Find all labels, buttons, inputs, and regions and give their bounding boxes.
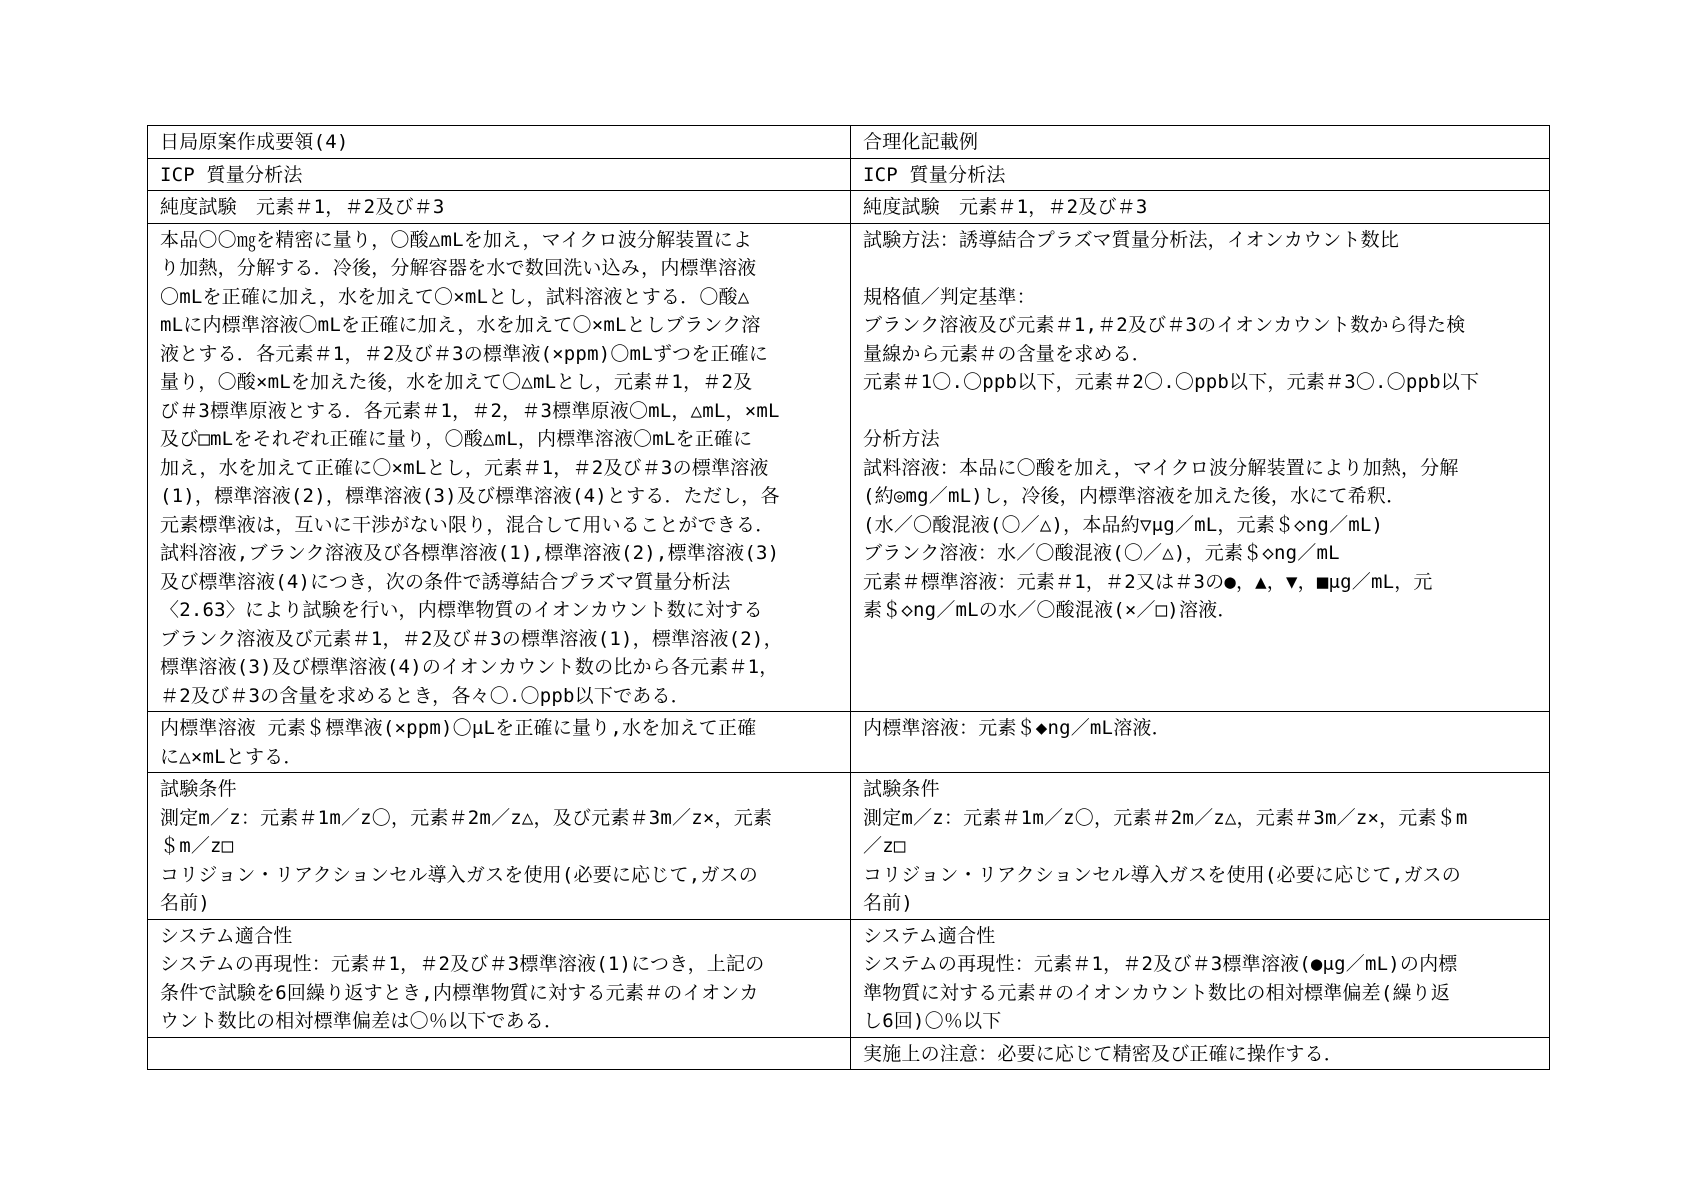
text-line: コリジョン・リアクションセル導入ガスを使用(必要に応じて,ガスの: [863, 863, 1461, 886]
text-line: (1)，標準溶液(2)，標準溶液(3)及び標準溶液(4)とする．ただし，各: [160, 485, 780, 507]
comparison-table: [147, 125, 1550, 1070]
cell-left: [148, 191, 851, 224]
cell-left-empty: [148, 1037, 851, 1070]
text-line: ／z□: [863, 835, 906, 857]
text-line: し6回)〇％以下: [863, 1010, 1002, 1032]
table-header-row: [148, 126, 1550, 159]
text-line: コリジョン・リアクションセル導入ガスを使用(必要に応じて,ガスの: [160, 863, 758, 886]
blank-line: [160, 1040, 838, 1069]
text-line: り加熱，分解する．冷後，分解容器を水で数回洗い込み，内標準溶液: [160, 257, 757, 279]
row-test-conditions: [148, 773, 1550, 920]
text-line: 準物質に対する元素＃のイオンカウント数比の相対標準偏差(繰り返: [863, 981, 1451, 1004]
text-line: 量り，〇酸×mLを加えた後，水を加えて〇△mLとし，元素＃1，＃2及: [160, 371, 753, 393]
section-heading: 試験条件: [863, 778, 940, 800]
cell-left: [148, 919, 851, 1037]
text-line: 加え，水を加えて正確に〇×mLとし，元素＃1，＃2及び＃3の標準溶液: [160, 456, 769, 479]
text-line: 純度試験 元素＃1，＃2及び＃3: [863, 196, 1148, 218]
cell-right: [851, 1037, 1550, 1070]
text-line: ブランク溶液：水／〇酸混液(〇／△)，元素＄◇ng／mL: [863, 542, 1340, 564]
text-line: 名前): [863, 892, 914, 914]
text-line: 元素＃標準溶液：元素＃1，＃2又は＃3の●，▲，▼，■μg／mL，元: [863, 570, 1433, 593]
text-line: 規格値／判定基準：: [863, 285, 1036, 308]
text-line: 〇mLを正確に加え，水を加えて〇×mLとし，試料溶液とする．〇酸△: [160, 285, 750, 308]
section-heading: システム適合性: [863, 924, 996, 947]
text-line: 条件で試験を6回繰り返すとき,内標準物質に対する元素＃のイオンカ: [160, 981, 759, 1004]
row-notes: [148, 1037, 1550, 1070]
text-line: ICP 質量分析法: [863, 163, 1006, 186]
text-line: 量線から元素＃の含量を求める．: [863, 342, 1152, 365]
cell-right: [851, 919, 1550, 1037]
text-line: 〈2.63〉により試験を行い，内標準物質のイオンカウント数に対する: [160, 599, 763, 621]
text-line: ＄m／z□: [160, 835, 234, 857]
section-heading: 試験条件: [160, 778, 237, 800]
text-line: (約◎mg／mL)し，冷後，内標準溶液を加えた後，水にて希釈．: [863, 485, 1406, 507]
text-line: 測定m／z：元素＃1m／z〇，元素＃2m／z△，元素＃3m／z×，元素＄m: [863, 806, 1468, 829]
header-cell-left: [148, 126, 851, 159]
text-line: 純度試験 元素＃1，＃2及び＃3: [160, 196, 445, 218]
text-line: 測定m／z：元素＃1m／z〇，元素＃2m／z△，及び元素＃3m／z×，元素: [160, 806, 773, 829]
cell-right: [851, 712, 1550, 773]
row-system-suitability: [148, 919, 1550, 1037]
text-line: 試料溶液,ブランク溶液及び各標準溶液(1),標準溶液(2),標準溶液(3): [160, 542, 780, 564]
cell-left: [148, 712, 851, 773]
text-line: 名前): [160, 892, 211, 914]
text-line: 内標準溶液：元素＄◆ng／mL溶液．: [863, 717, 1171, 739]
column-title-original: 日局原案作成要領(4): [160, 131, 349, 153]
text-line: 本品〇〇㎎を精密に量り，〇酸△mLを加え，マイクロ波分解装置によ: [160, 228, 753, 251]
cell-right: [851, 773, 1550, 920]
cell-left: [148, 223, 851, 712]
text-line: ブランク溶液及び元素＃1,＃2及び＃3のイオンカウント数から得た検: [863, 314, 1466, 336]
header-cell-right: [851, 126, 1550, 159]
blank-line: [863, 397, 1537, 426]
text-line: 及び標準溶液(4)につき，次の条件で誘導結合プラズマ質量分析法: [160, 570, 731, 593]
row-internal-standard: [148, 712, 1550, 773]
text-line: 内標準溶液 元素＄標準液(×ppm)〇μLを正確に量り,水を加えて正確: [160, 717, 757, 739]
text-line: び＃3標準原液とする．各元素＃1，＃2，＃3標準原液〇mL，△mL，×mL: [160, 399, 780, 422]
text-line: mLに内標準溶液〇mLを正確に加え，水を加えて〇×mLとしブランク溶: [160, 314, 761, 336]
text-line: 標準溶液(3)及び標準溶液(4)のイオンカウント数の比から各元素＃1，: [160, 656, 779, 678]
text-line: ICP 質量分析法: [160, 163, 303, 186]
text-line: (水／〇酸混液(〇／△)，本品約▽μg／mL，元素＄◇ng／mL): [863, 513, 1384, 536]
column-title-rationalized: 合理化記載例: [863, 131, 979, 153]
blank-line: [863, 254, 1537, 283]
text-line: ＃2及び＃3の含量を求めるとき，各々〇.〇ppb以下である．: [160, 684, 690, 707]
section-heading: システム適合性: [160, 924, 293, 947]
cell-left: [148, 773, 851, 920]
text-line: ウント数比の相対標準偏差は〇％以下である．: [160, 1010, 564, 1032]
text-line: 試験方法：誘導結合プラズマ質量分析法，イオンカウント数比: [863, 228, 1400, 251]
row-test-title: [148, 191, 1550, 224]
cell-right: [851, 158, 1550, 191]
row-procedure: [148, 223, 1550, 712]
text-line: 液とする．各元素＃1，＃2及び＃3の標準液(×ppm)〇mLずつを正確に: [160, 342, 769, 365]
text-line: 試料溶液：本品に〇酸を加え，マイクロ波分解装置により加熱，分解: [863, 456, 1459, 479]
text-line: システムの再現性：元素＃1，＃2及び＃3標準溶液(1)につき，上記の: [160, 953, 765, 975]
text-line: 元素標準液は，互いに干渉がない限り，混合して用いることができる．: [160, 513, 775, 536]
cell-right: [851, 223, 1550, 712]
text-line: 及び□mLをそれぞれ正確に量り，〇酸△mL，内標準溶液〇mLを正確に: [160, 428, 753, 450]
cell-left: [148, 158, 851, 191]
text-line: に△×mLとする．: [160, 745, 303, 768]
cell-right: [851, 191, 1550, 224]
text-line: 分析方法: [863, 428, 940, 450]
text-line: 実施上の注意：必要に応じて精密及び正確に操作する．: [863, 1042, 1344, 1065]
text-line: ブランク溶液及び元素＃1，＃2及び＃3の標準溶液(1)，標準溶液(2)，: [160, 627, 783, 650]
row-method-name: [148, 158, 1550, 191]
text-line: システムの再現性：元素＃1，＃2及び＃3標準溶液(●μg／mL)の内標: [863, 953, 1458, 975]
text-line: 元素＃1〇.〇ppb以下，元素＃2〇.〇ppb以下，元素＃3〇.〇ppb以下: [863, 371, 1480, 393]
text-line: 素＄◇ng／mLの水／〇酸混液(×／□)溶液．: [863, 599, 1237, 621]
